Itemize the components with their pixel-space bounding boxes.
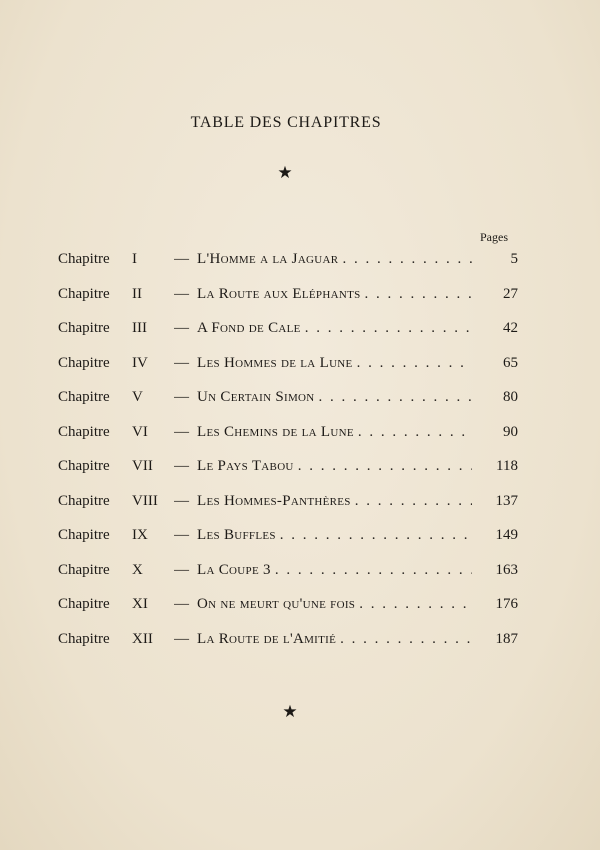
dash: — xyxy=(174,389,189,405)
chapter-title: Les Hommes-Panthères xyxy=(197,492,351,509)
chapter-word: Chapitre xyxy=(58,630,110,647)
dot-leader xyxy=(305,317,472,339)
chapter-word: Chapitre xyxy=(58,561,110,578)
page-number: 137 xyxy=(495,492,518,509)
toc-entry[interactable] xyxy=(58,522,518,557)
chapter-title: On ne meurt qu'une fois xyxy=(197,596,356,612)
page-number: 149 xyxy=(495,527,518,543)
dash: — xyxy=(174,596,189,612)
chapter-number: XI xyxy=(132,596,148,612)
chapter-number: I xyxy=(132,251,137,267)
chapter-word: Chapitre xyxy=(58,492,110,509)
entry-line xyxy=(174,352,472,374)
toc-entry[interactable] xyxy=(58,453,518,488)
chapter-title: A Fond de Cale xyxy=(197,320,301,336)
chapter-title: Les Buffles xyxy=(197,527,276,543)
chapter-number: V xyxy=(132,389,143,405)
dash: — xyxy=(174,458,189,474)
chapter-title: L'Homme a la Jaguar xyxy=(197,251,339,267)
chapter-word: Chapitre xyxy=(58,389,110,405)
pages-column-header: Pages xyxy=(480,230,508,244)
chapter-title: Les Chemins de la Lune xyxy=(197,423,354,440)
chapter-number: II xyxy=(132,285,142,302)
chapter-word: Chapitre xyxy=(58,423,110,440)
dot-leader xyxy=(358,421,472,443)
chapter-word: Chapitre xyxy=(58,320,110,336)
entry-line xyxy=(174,490,472,512)
chapter-number: IX xyxy=(132,527,148,543)
chapter-number: III xyxy=(132,320,147,336)
toc-entry[interactable] xyxy=(58,419,518,454)
chapter-title: La Route de l'Amitié xyxy=(197,630,337,647)
dash: — xyxy=(174,492,189,509)
page-number: 163 xyxy=(495,561,518,578)
entry-line xyxy=(174,386,472,408)
dot-leader xyxy=(359,593,472,615)
dash: — xyxy=(174,354,189,371)
page-number: 27 xyxy=(503,285,518,302)
toc-entry[interactable] xyxy=(58,488,518,523)
star-ornament-bottom: ★ xyxy=(282,702,298,721)
entry-line xyxy=(174,248,472,270)
toc-entry[interactable] xyxy=(58,557,518,592)
table-of-contents xyxy=(58,246,518,660)
chapter-word: Chapitre xyxy=(58,596,110,612)
page-number: 90 xyxy=(503,423,518,440)
page-title: TABLE DES CHAPITRES xyxy=(190,114,382,131)
toc-entry[interactable] xyxy=(58,591,518,626)
toc-entry[interactable] xyxy=(58,315,518,350)
entry-line xyxy=(174,283,472,305)
dot-leader xyxy=(365,283,472,305)
page-number: 80 xyxy=(503,389,518,405)
chapter-word: Chapitre xyxy=(58,285,110,302)
dot-leader xyxy=(340,628,472,650)
dash: — xyxy=(174,630,189,647)
entry-line xyxy=(174,317,472,339)
entry-line xyxy=(174,593,472,615)
toc-entry[interactable] xyxy=(58,281,518,316)
page-number: 42 xyxy=(503,320,518,336)
chapter-title: La Coupe 3 xyxy=(197,561,271,578)
chapter-number: IV xyxy=(132,354,148,371)
dot-leader xyxy=(357,352,472,374)
toc-entry[interactable] xyxy=(58,384,518,419)
chapter-number: VIII xyxy=(132,492,158,509)
dash: — xyxy=(174,423,189,440)
chapter-title: Le Pays Tabou xyxy=(197,458,294,474)
toc-entry[interactable] xyxy=(58,350,518,385)
chapter-number: XII xyxy=(132,630,153,647)
chapter-word: Chapitre xyxy=(58,458,110,474)
chapter-word: Chapitre xyxy=(58,251,110,267)
entry-line xyxy=(174,421,472,443)
dash: — xyxy=(174,251,189,267)
page-number: 5 xyxy=(510,251,518,267)
dot-leader xyxy=(275,559,472,581)
dash: — xyxy=(174,561,189,578)
toc-entry[interactable] xyxy=(58,246,518,281)
dot-leader xyxy=(355,490,472,512)
dash: — xyxy=(174,320,189,336)
page-number: 118 xyxy=(496,458,518,474)
chapter-number: X xyxy=(132,561,143,578)
dot-leader xyxy=(298,455,472,477)
chapter-title: Un Certain Simon xyxy=(197,389,315,405)
chapter-number: VI xyxy=(132,423,148,440)
dash: — xyxy=(174,285,189,302)
dot-leader xyxy=(342,248,472,270)
chapter-number: VII xyxy=(132,458,153,474)
toc-entry[interactable] xyxy=(58,626,518,661)
entry-line xyxy=(174,628,472,650)
dash: — xyxy=(174,527,189,543)
chapter-word: Chapitre xyxy=(58,354,110,371)
entry-line xyxy=(174,524,472,546)
entry-line xyxy=(174,455,472,477)
chapter-title: La Route aux Eléphants xyxy=(197,285,361,302)
chapter-title: Les Hommes de la Lune xyxy=(197,354,353,371)
entry-line xyxy=(174,559,472,581)
page-number: 65 xyxy=(503,354,518,371)
star-ornament-top: ★ xyxy=(277,163,293,182)
page-number: 176 xyxy=(495,596,518,612)
dot-leader xyxy=(280,524,472,546)
dot-leader xyxy=(319,386,472,408)
chapter-word: Chapitre xyxy=(58,527,110,543)
page-number: 187 xyxy=(495,630,518,647)
